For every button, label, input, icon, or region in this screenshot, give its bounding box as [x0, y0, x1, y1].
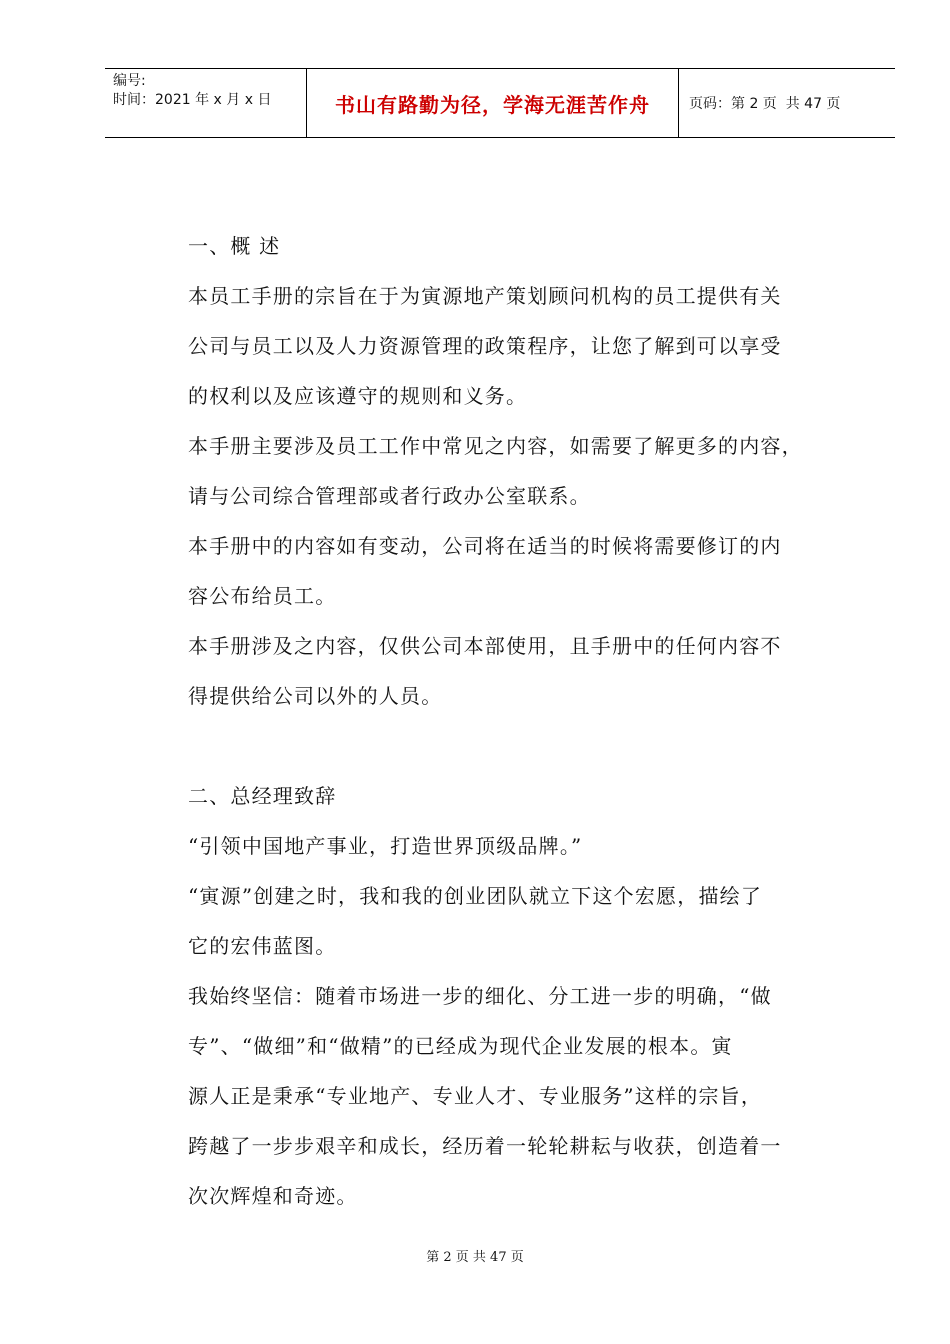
text-line: 本员工手册的宗旨在于为寅源地产策划顾问机构的员工提供有关 [188, 284, 782, 308]
text-line: 公司与员工以及人力资源管理的政策程序，让您了解到可以享受 [188, 334, 782, 358]
text-line: 请与公司综合管理部或者行政办公室联系。 [188, 484, 591, 508]
text-line: 次次辉煌和奇迹。 [188, 1184, 358, 1208]
text-line: 源人正是秉承“专业地产、专业人才、专业服务”这样的宗旨， [188, 1084, 763, 1108]
text-line: 得提供给公司以外的人员。 [188, 684, 443, 708]
header-info-cell [105, 69, 307, 137]
text-line: 我始终坚信：随着市场进一步的细化、分工进一步的明确，“做 [188, 984, 772, 1008]
header-motto-cell [307, 69, 679, 137]
paragraph [188, 421, 828, 521]
text-line: 容公布给员工。 [188, 584, 337, 608]
paragraph [188, 971, 828, 1221]
text-line: “寅源”创建之时，我和我的创业团队就立下这个宏愿，描绘了 [188, 884, 763, 908]
text-line: 专”、“做细”和“做精”的已经成为现代企业发展的根本。寅 [188, 1034, 733, 1058]
section-heading-overview: 一、概 述 [188, 234, 281, 258]
text-line: “引领中国地产事业，打造世界顶级品牌。” [188, 834, 583, 858]
date-label: 时间：2021 年 x 月 x 日 [113, 92, 272, 108]
paragraph [188, 521, 828, 621]
serial-label: 编号: [113, 73, 146, 89]
motto-text: 书山有路勤为径，学海无涯苦作舟 [335, 92, 650, 117]
paragraph [188, 871, 828, 971]
section-spacer [188, 721, 828, 771]
header-page-cell [679, 69, 895, 137]
page-header [105, 68, 895, 138]
paragraph [188, 821, 828, 871]
text-line: 本手册中的内容如有变动，公司将在适当的时候将需要修订的内 [188, 534, 782, 558]
paragraph [188, 621, 828, 721]
page-footer: 第 2 页 共 47 页 [426, 1250, 524, 1265]
text-line: 跨越了一步步艰辛和成长，经历着一轮轮耕耘与收获，创造着一 [188, 1134, 782, 1158]
text-line: 本手册主要涉及员工工作中常见之内容，如需要了解更多的内容， [188, 434, 803, 458]
paragraph [188, 271, 828, 421]
text-line: 本手册涉及之内容，仅供公司本部使用，且手册中的任何内容不 [188, 634, 782, 658]
document-body [188, 221, 828, 1221]
text-line: 它的宏伟蓝图。 [188, 934, 337, 958]
page-number-label: 页码：第 2 页 共 47 页 [689, 96, 841, 112]
section-heading-ceo-speech: 二、总经理致辞 [188, 784, 337, 808]
text-line: 的权利以及应该遵守的规则和义务。 [188, 384, 528, 408]
